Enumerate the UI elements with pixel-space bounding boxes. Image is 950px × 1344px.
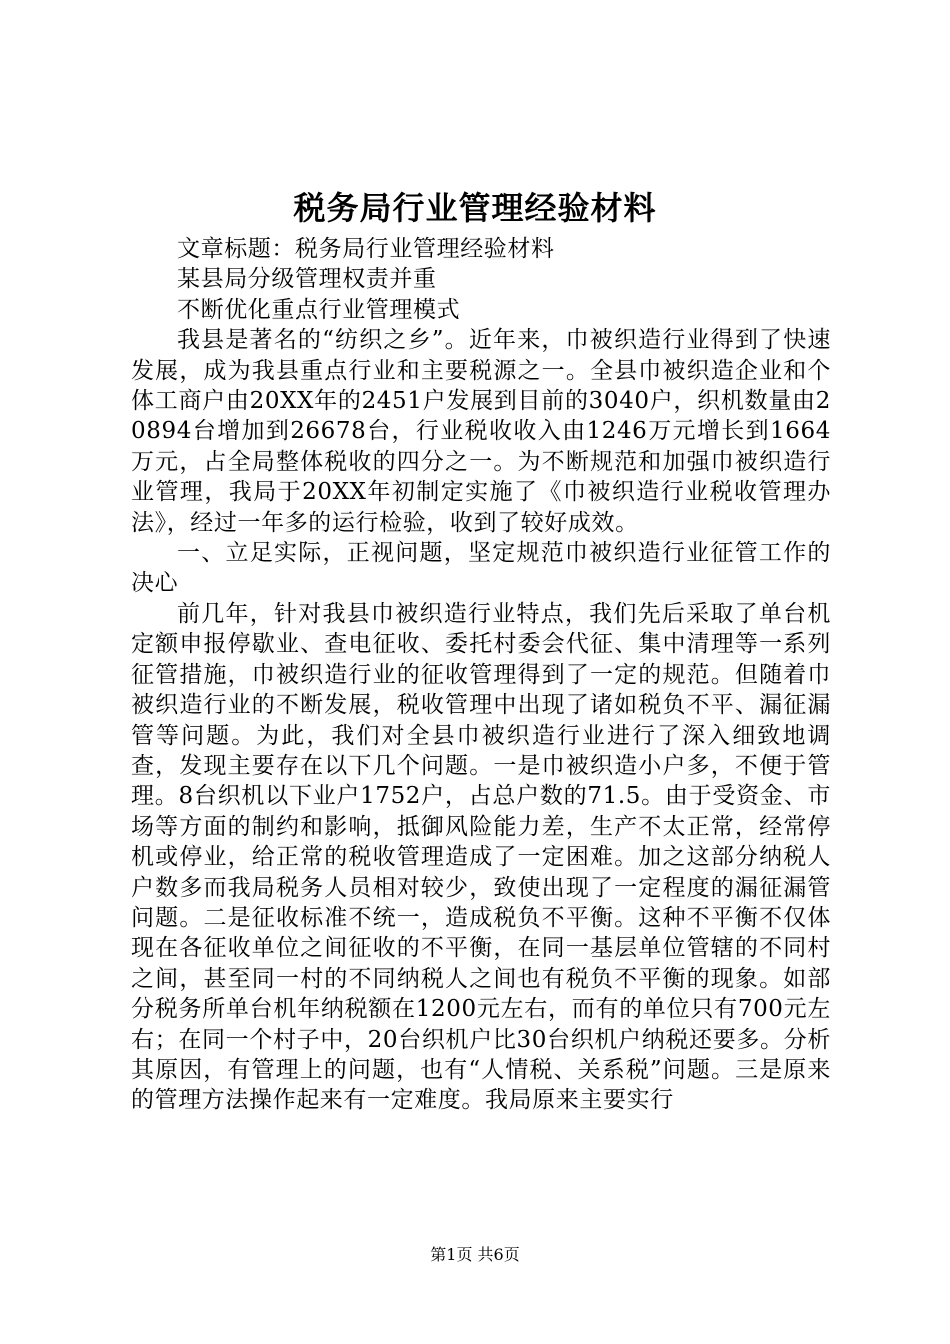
document-body (131, 234, 831, 1116)
subtitle-line-2: 不断优化重点行业管理模式 (177, 296, 461, 323)
body-paragraph: 前几年，针对我县巾被织造行业特点，我们先后采取了单台机定额申报停歇业、查电征收、委托村委会代征、集中清理等一系列征管措施，巾被织造行业的征收管理得到了一定的规范。但随着巾被织造行业的不断发展，税收管理中出现了诸如税负不平、漏征漏管等问题。为此，我们对全县巾被织造行业进行了深入细致地调查，发现主要存在以下几个问题。一是巾被织造小户多，不便于管理。8台织机以下业户1752户，占总户数的71.5。由于受资金、市场等方面的制约和影响，抵御风险能力差，生产不太正常，经常停机或停业，给正常的税收管理造成了一定困难。加之这部分纳税人户数多而我局税务人员相对较少，致使出现了一定程度的漏征漏管问题。二是征收标准不统一，造成税负不平衡。这种不平衡不仅体现在各征收单位之间征收的不平衡，在同一基层单位管辖的不同村之间，甚至同一村的不同纳税人之间也有税负不平衡的现象。如部分税务所单台机年纳税额在1200元左右，而有的单位只有700元左右；在同一个村子中，20台织机户比30台织机户纳税还要多。分析其原因，有管理上的问题，也有“人情税、关系税”问题。三是原来的管理方法操作起来有一定难度。我局原来主要实行 (131, 600, 831, 1114)
document-title: 税务局行业管理经验材料 (293, 189, 657, 227)
intro-paragraph: 我县是著名的“纺织之乡”。近年来，巾被织造行业得到了快速发展，成为我县重点行业和主要税源之一。全县巾被织造企业和个体工商户由20XX年的2451户发展到目前的3040户，织机数量由20894台增加到26678台，行业税收收入由1246万元增长到1664万元，占全局整体税收的四分之一。为不断规范和加强巾被织造行业管理，我局于20XX年初制定实施了《巾被织造行业税收管理办法》，经过一年多的运行检验，收到了较好成效。 (131, 327, 831, 536)
subtitle-line-1: 某县局分级管理权责并重 (177, 266, 437, 293)
section-heading-1: 一、立足实际，正视问题，坚定规范巾被织造行业征管工作的决心 (131, 540, 831, 597)
page-footer: 第1页 共6页 (430, 1245, 520, 1264)
article-title-line: 文章标题：税务局行业管理经验材料 (177, 236, 555, 262)
